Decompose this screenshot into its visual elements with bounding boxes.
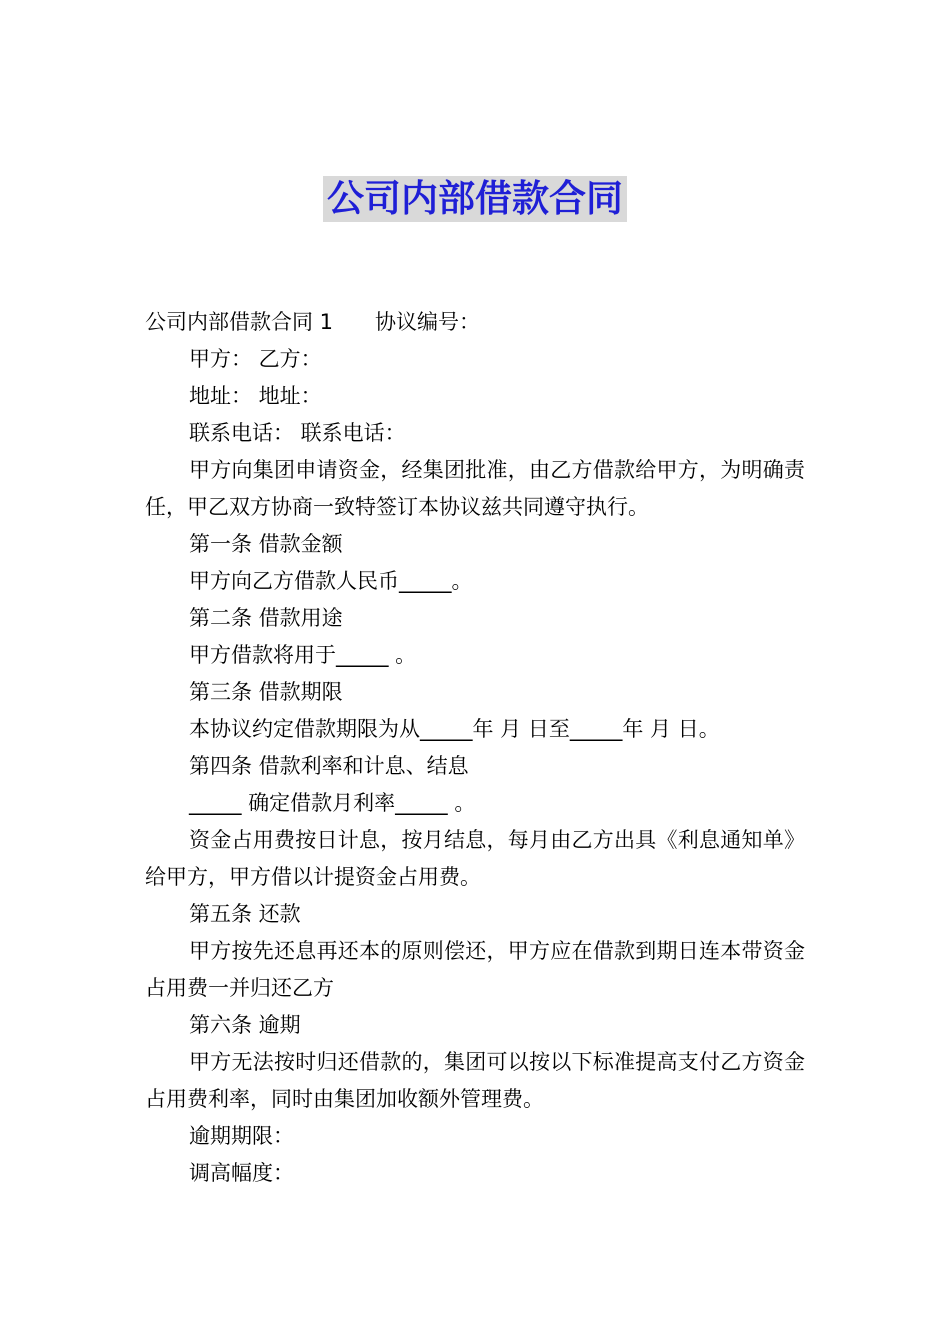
- article5-title: 第五条 还款: [189, 902, 301, 926]
- intro-paragraph: 甲方向集团申请资金，经集团批准，由乙方借款给甲方，为明确责任，甲乙双方协商一致特签订本协议兹共同遵守执行。: [145, 458, 805, 519]
- article3-text: 本协议约定借款期限为从_____年 月 日至_____年 月 日。: [189, 717, 720, 741]
- header-line: [145, 304, 805, 341]
- overdue-period-label: 逾期期限：: [189, 1124, 294, 1148]
- article1-title: 第一条 借款金额: [189, 532, 343, 556]
- raise-range-label: 调高幅度：: [189, 1161, 294, 1185]
- article2-title: 第二条 借款用途: [189, 606, 343, 630]
- document-body: [145, 304, 805, 1192]
- article2-text: 甲方借款将用于_____ 。: [189, 643, 417, 667]
- article5-paragraph: 甲方按先还息再还本的原则偿还，甲方应在借款到期日连本带资金占用费一并归还乙方: [145, 939, 805, 1000]
- article1-text: 甲方向乙方借款人民币_____。: [189, 569, 473, 593]
- address-line: 地址： 地址：: [189, 384, 322, 408]
- article6-title: 第六条 逾期: [189, 1013, 301, 1037]
- title-container: [0, 176, 950, 222]
- parties-line: 甲方： 乙方：: [189, 347, 322, 371]
- article4-paragraph: 资金占用费按日计息，按月结息，每月由乙方出具《利息通知单》给甲方，甲方借以计提资金占用费。: [145, 828, 805, 889]
- article4-title: 第四条 借款利率和计息、结息: [189, 754, 469, 778]
- agreement-number-label: 协议编号：: [375, 310, 481, 334]
- phone-line: 联系电话： 联系电话：: [189, 421, 406, 445]
- article6-paragraph: 甲方无法按时归还借款的，集团可以按以下标准提高支付乙方资金占用费利率，同时由集团加收额外管理费。: [145, 1050, 805, 1111]
- article4-text: _____ 确定借款月利率_____ 。: [189, 791, 476, 815]
- article3-title: 第三条 借款期限: [189, 680, 343, 704]
- document-title: 公司内部借款合同: [323, 176, 627, 222]
- contract-number-label: 公司内部借款合同 1: [145, 310, 334, 334]
